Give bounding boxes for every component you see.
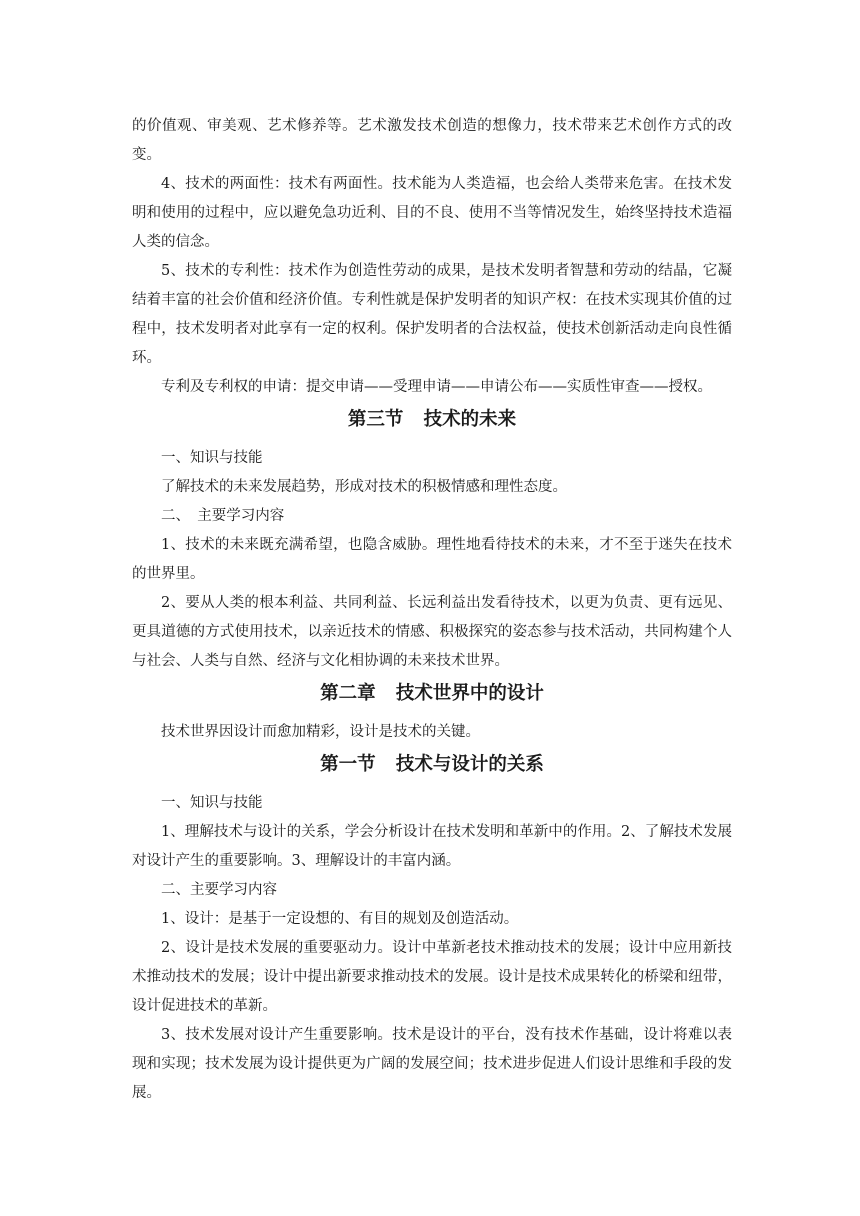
paragraph-chapter-intro: 技术世界因设计而愈加精彩，设计是技术的关键。 — [161, 724, 480, 740]
section-title: 技术与设计的关系 — [395, 754, 544, 775]
paragraph-patent-application: 专利及专利权的申请：提交申请——受理申请——申请公布——实质性审查——授权。 — [161, 379, 712, 395]
paragraph-design-definition: 1、设计：是基于一定设想的、有目的规划及创造活动。 — [161, 911, 519, 927]
chapter-number: 第二章 — [320, 683, 376, 704]
paragraph-design-drives-tech: 2、设计是技术发展的重要驱动力。设计中革新老技术推动技术的发展；设计中应用新技术推动技术的发展；设计中提出新要求推动技术的发展。设计是技术成果转化的桥梁和纽带，设计促进技术的革新。 — [132, 940, 732, 1014]
section-number: 第三节 — [347, 409, 404, 430]
section-heading-tech-design — [132, 747, 732, 789]
section-heading-future — [132, 402, 732, 444]
paragraph-future-use: 2、要从人类的根本利益、共同利益、长远利益出发看待技术，以更为负责、更有远见、更具道德的方式使用技术，以亲近技术的情感、积极探究的姿态参与技术活动，共同构建个人与社会、人类与自然、经济与文化相协调的未来技术世界。 — [132, 595, 732, 669]
chapter-title: 技术世界中的设计 — [395, 683, 544, 704]
paragraph-art-continuation: 的价值观、审美观、艺术修养等。艺术激发技术创造的想像力，技术带来艺术创作方式的改变。 — [132, 118, 732, 163]
paragraph-two-sidedness: 4、技术的两面性：技术有两面性。技术能为人类造福，也会给人类带来危害。在技术发明和使用的过程中，应以避免急功近利、目的不良、使用不当等情况发生，始终坚持技术造福人类的信念。 — [132, 176, 732, 250]
paragraph-future-hope: 1、技术的未来既充满希望，也隐含威胁。理性地看待技术的未来，才不至于迷失在技术的世界里。 — [132, 537, 732, 582]
section-number: 第一节 — [320, 754, 376, 775]
subheading-main-content: 二、主要学习内容 — [161, 882, 277, 898]
subheading-main-content: 二、 主要学习内容 — [161, 508, 285, 524]
chapter-heading-design — [132, 676, 732, 718]
section-title: 技术的未来 — [423, 409, 517, 430]
paragraph-patentability: 5、技术的专利性：技术作为创造性劳动的成果，是技术发明者智慧和劳动的结晶，它凝结着丰富的社会价值和经济价值。专利性就是保护发明者的知识产权：在技术实现其价值的过程中，技术发明者对此享有一定的权利。保护发明者的合法权益，使技术创新活动走向良性循环。 — [132, 263, 732, 366]
paragraph-design-goals: 1、理解技术与设计的关系，学会分析设计在技术发明和革新中的作用。2、了解技术发展对设计产生的重要影响。3、理解设计的丰富内涵。 — [132, 824, 732, 869]
paragraph-future-goal: 了解技术的未来发展趋势，形成对技术的积极情感和理性态度。 — [161, 479, 567, 495]
paragraph-tech-affects-design: 3、技术发展对设计产生重要影响。技术是设计的平台，没有技术作基础，设计将难以表现和实现；技术发展为设计提供更为广阔的发展空间；技术进步促进人们设计思维和手段的发展。 — [132, 1027, 732, 1101]
subheading-knowledge-skills: 一、知识与技能 — [161, 795, 263, 811]
subheading-knowledge-skills: 一、知识与技能 — [161, 450, 263, 466]
